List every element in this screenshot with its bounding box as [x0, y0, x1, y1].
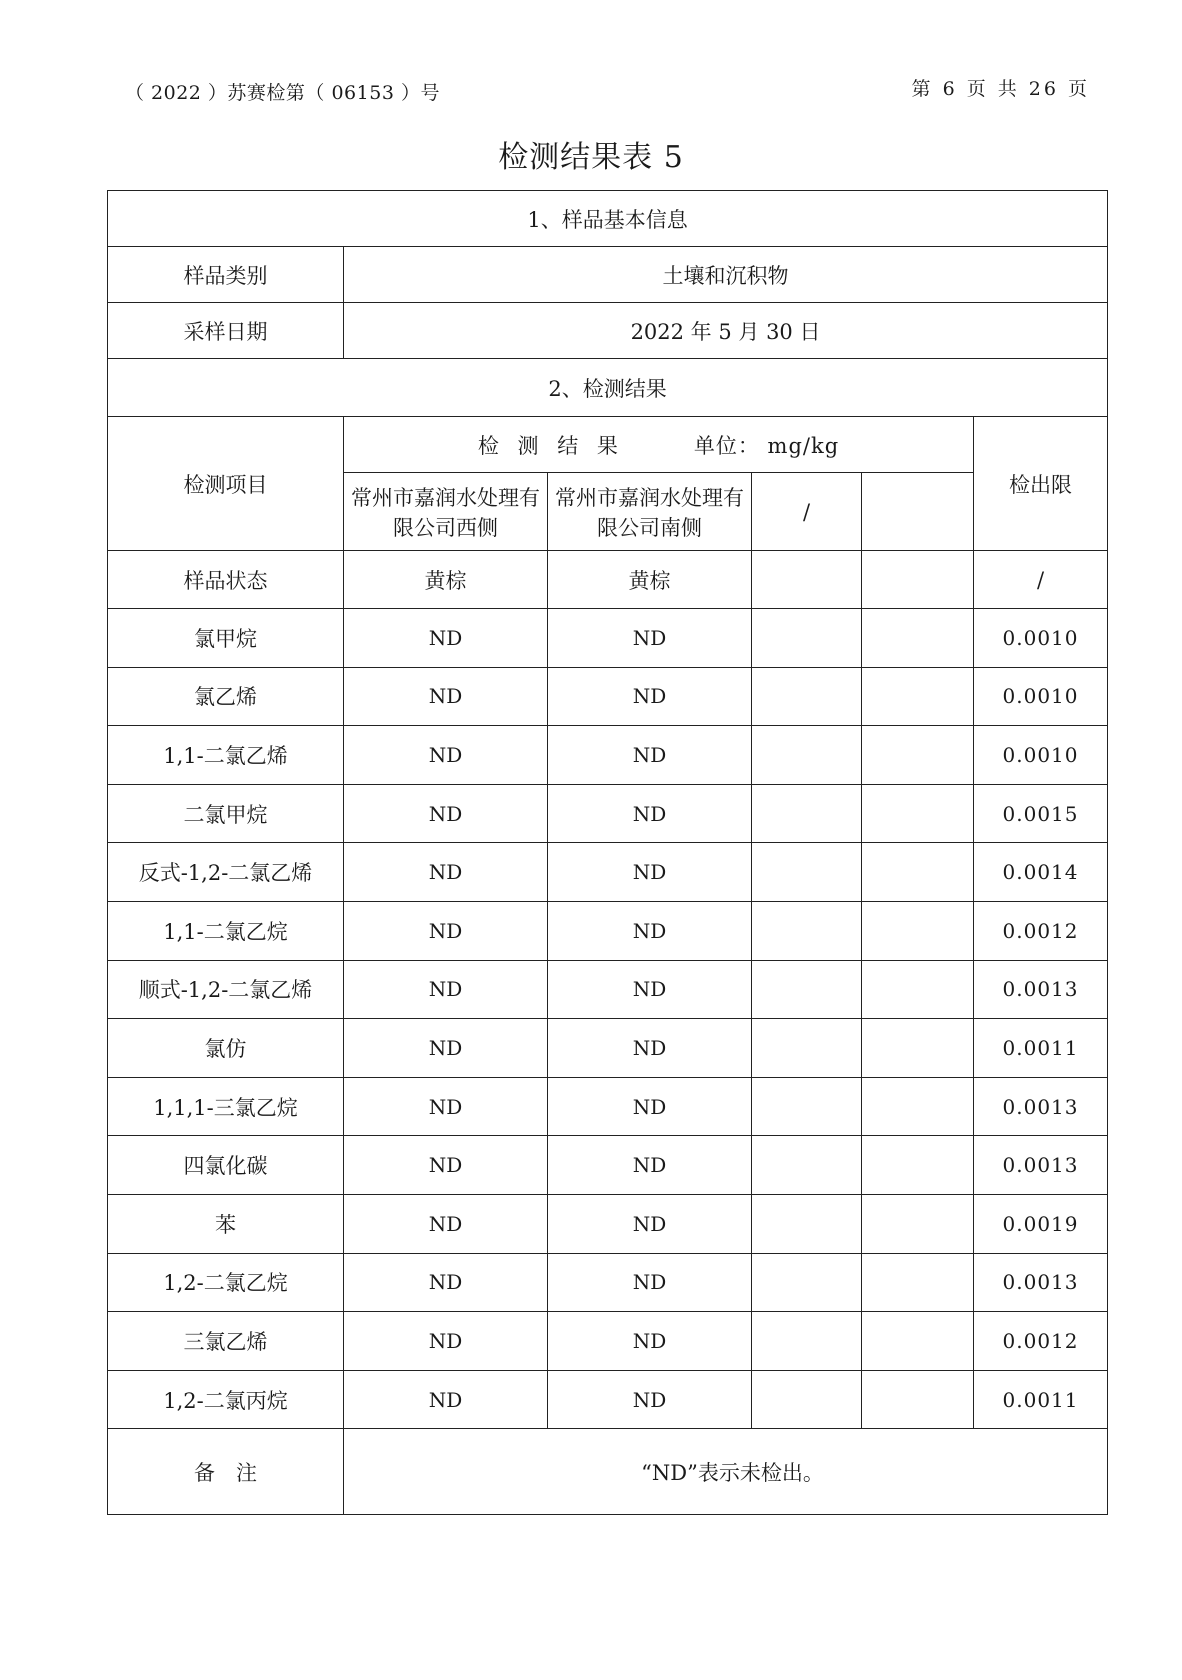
- results-title: 检 测 结 果: [477, 433, 624, 458]
- result-value: ND: [344, 1253, 548, 1312]
- table-row: [108, 726, 1108, 785]
- result-value: [862, 1019, 974, 1078]
- result-value: [862, 843, 974, 902]
- result-value: [752, 1019, 862, 1078]
- result-value: ND: [344, 1370, 548, 1429]
- detection-limit: 0.0013: [974, 1136, 1108, 1195]
- results-table: [107, 190, 1108, 1515]
- info-value: 2022 年 5 月 30 日: [344, 303, 1108, 359]
- result-value: [752, 1136, 862, 1195]
- analyte-name: 氯乙烯: [108, 667, 344, 726]
- detection-limit: 0.0014: [974, 843, 1108, 902]
- site-name: /: [752, 473, 862, 551]
- page-info: 第 6 页 共 26 页: [911, 78, 1090, 100]
- result-value: ND: [344, 609, 548, 668]
- detection-limit: 0.0015: [974, 784, 1108, 843]
- result-value: ND: [548, 784, 752, 843]
- result-value: ND: [344, 784, 548, 843]
- result-value: [862, 1370, 974, 1429]
- info-row: [108, 303, 1108, 359]
- sample-state-row: [108, 551, 1108, 609]
- table-row: [108, 843, 1108, 902]
- result-value: [752, 784, 862, 843]
- section2-heading-row: [108, 359, 1108, 417]
- result-value: ND: [548, 1370, 752, 1429]
- analyte-name: 氯仿: [108, 1019, 344, 1078]
- result-value: ND: [548, 1019, 752, 1078]
- result-value: ND: [344, 667, 548, 726]
- result-value: [862, 1312, 974, 1371]
- result-value: [862, 1136, 974, 1195]
- result-value: [862, 960, 974, 1019]
- remarks-label: 备 注: [108, 1429, 344, 1515]
- result-value: ND: [344, 1136, 548, 1195]
- section1-heading-row: [108, 191, 1108, 247]
- result-value: ND: [548, 1136, 752, 1195]
- section2-heading: 2、检测结果: [108, 359, 1108, 417]
- result-value: ND: [344, 1077, 548, 1136]
- table-row: [108, 960, 1108, 1019]
- page-title: 检测结果表 5: [498, 140, 684, 175]
- result-value: [752, 960, 862, 1019]
- detection-limit: 0.0012: [974, 901, 1108, 960]
- detection-limit: 0.0012: [974, 1312, 1108, 1371]
- report-number: （ 2022 ）苏赛检第（ 06153 ）号: [125, 82, 440, 104]
- detection-limit: 0.0010: [974, 726, 1108, 785]
- result-value: [752, 901, 862, 960]
- result-value: [752, 726, 862, 785]
- detection-limit: 0.0019: [974, 1194, 1108, 1253]
- analyte-name: 1,1,1-三氯乙烷: [108, 1077, 344, 1136]
- result-value: [752, 1253, 862, 1312]
- result-value: ND: [344, 726, 548, 785]
- table-row: [108, 1019, 1108, 1078]
- result-value: [752, 609, 862, 668]
- result-value: ND: [344, 1019, 548, 1078]
- detection-limit: 0.0010: [974, 609, 1108, 668]
- table-row: [108, 609, 1108, 668]
- table-row: [108, 1194, 1108, 1253]
- section1-heading: 1、样品基本信息: [108, 191, 1108, 247]
- state-value: [752, 551, 862, 609]
- detection-limit: 0.0013: [974, 1077, 1108, 1136]
- result-value: [862, 1253, 974, 1312]
- result-value: [752, 667, 862, 726]
- result-value: [752, 1312, 862, 1371]
- result-value: ND: [548, 1194, 752, 1253]
- result-value: [862, 901, 974, 960]
- table-row: [108, 901, 1108, 960]
- analyte-name: 顺式-1,2-二氯乙烯: [108, 960, 344, 1019]
- result-value: [862, 609, 974, 668]
- result-value: [862, 1077, 974, 1136]
- result-value: ND: [548, 726, 752, 785]
- analyte-name: 1,2-二氯丙烷: [108, 1370, 344, 1429]
- table-row: [108, 1077, 1108, 1136]
- result-value: ND: [548, 901, 752, 960]
- table-row: [108, 1370, 1108, 1429]
- col-limit-header: 检出限: [974, 417, 1108, 551]
- result-value: [752, 1370, 862, 1429]
- detection-limit: 0.0011: [974, 1019, 1108, 1078]
- info-value: 土壤和沉积物: [344, 247, 1108, 303]
- result-value: ND: [344, 901, 548, 960]
- result-value: ND: [548, 1312, 752, 1371]
- result-value: ND: [548, 667, 752, 726]
- result-value: [862, 667, 974, 726]
- analyte-name: 氯甲烷: [108, 609, 344, 668]
- analyte-name: 三氯乙烯: [108, 1312, 344, 1371]
- table-row: [108, 1136, 1108, 1195]
- analyte-name: 苯: [108, 1194, 344, 1253]
- result-value: [862, 1194, 974, 1253]
- state-limit: /: [974, 551, 1108, 609]
- result-value: ND: [548, 1253, 752, 1312]
- result-value: ND: [548, 843, 752, 902]
- table-row: [108, 784, 1108, 843]
- info-label: 采样日期: [108, 303, 344, 359]
- remarks-text: “ND”表示未检出。: [344, 1429, 1108, 1515]
- state-value: 黄棕: [344, 551, 548, 609]
- result-value: [862, 726, 974, 785]
- unit-label: 单位： mg/kg: [693, 433, 840, 458]
- analyte-name: 二氯甲烷: [108, 784, 344, 843]
- detection-limit: 0.0011: [974, 1370, 1108, 1429]
- results-title-cell: [344, 417, 974, 473]
- remarks-row: [108, 1429, 1108, 1515]
- analyte-name: 1,1-二氯乙烯: [108, 726, 344, 785]
- analyte-name: 四氯化碳: [108, 1136, 344, 1195]
- result-value: ND: [548, 960, 752, 1019]
- site-name: 常州市嘉润水处理有限公司南侧: [548, 473, 752, 551]
- result-value: [752, 843, 862, 902]
- table-row: [108, 1312, 1108, 1371]
- info-label: 样品类别: [108, 247, 344, 303]
- analyte-name: 反式-1,2-二氯乙烯: [108, 843, 344, 902]
- site-name: [862, 473, 974, 551]
- result-value: [752, 1194, 862, 1253]
- result-value: ND: [344, 960, 548, 1019]
- detection-limit: 0.0010: [974, 667, 1108, 726]
- state-value: 黄棕: [548, 551, 752, 609]
- result-value: ND: [548, 609, 752, 668]
- state-label: 样品状态: [108, 551, 344, 609]
- result-value: ND: [344, 843, 548, 902]
- analyte-name: 1,2-二氯乙烷: [108, 1253, 344, 1312]
- result-value: ND: [548, 1077, 752, 1136]
- site-name: 常州市嘉润水处理有限公司西侧: [344, 473, 548, 551]
- info-row: [108, 247, 1108, 303]
- results-header-row: [108, 417, 1108, 473]
- result-value: [862, 784, 974, 843]
- table-row: [108, 1253, 1108, 1312]
- state-value: [862, 551, 974, 609]
- result-value: [752, 1077, 862, 1136]
- analyte-name: 1,1-二氯乙烷: [108, 901, 344, 960]
- col-item-header: 检测项目: [108, 417, 344, 551]
- table-row: [108, 667, 1108, 726]
- result-value: ND: [344, 1312, 548, 1371]
- detection-limit: 0.0013: [974, 1253, 1108, 1312]
- detection-limit: 0.0013: [974, 960, 1108, 1019]
- result-value: ND: [344, 1194, 548, 1253]
